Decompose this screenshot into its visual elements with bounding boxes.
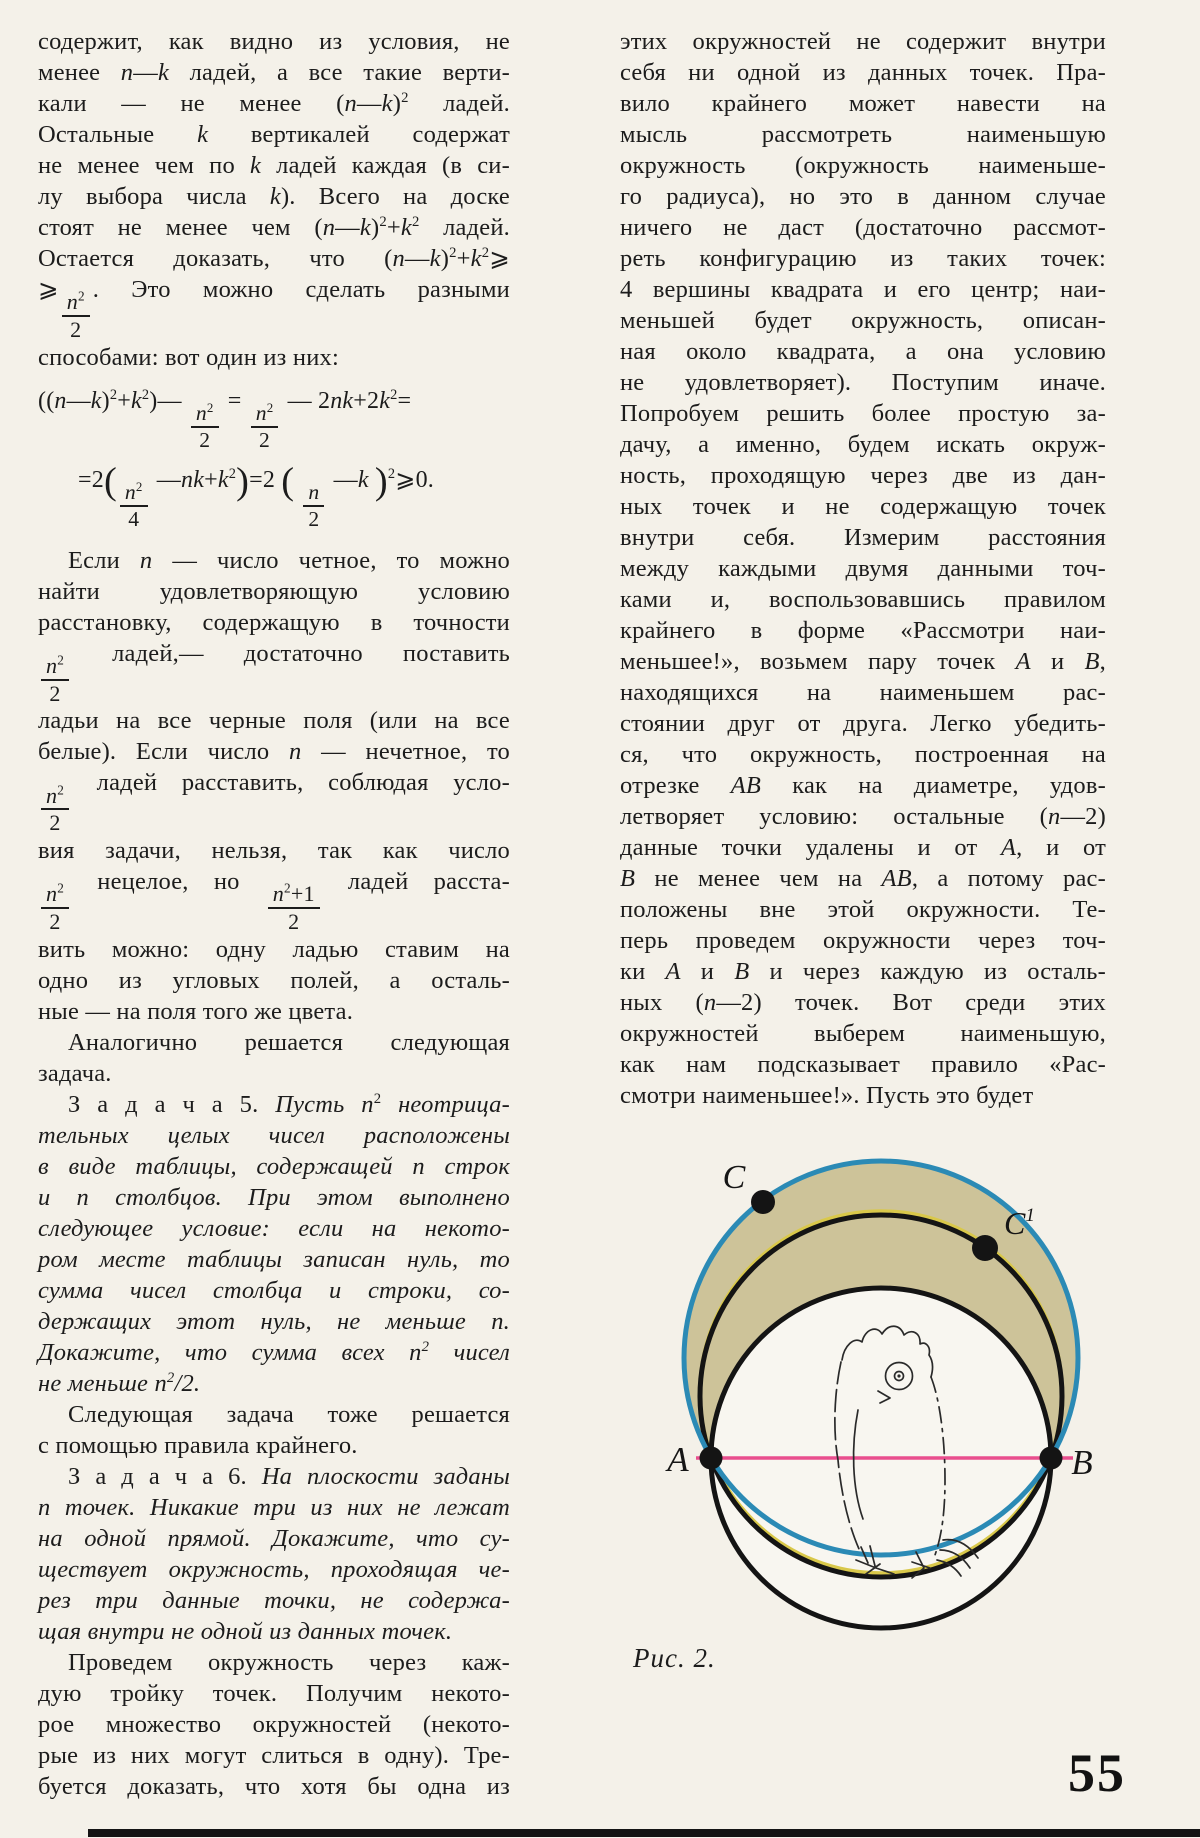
text-line: находящихся на наименьшем рас-: [620, 679, 1106, 706]
text-line: ных точек и не содержащую точек: [620, 493, 1106, 520]
text-line: вия задачи, нельзя, так как число: [38, 837, 510, 865]
text-line: смотри наименьшее!». Пусть это будет: [620, 1082, 1034, 1109]
text-line: держащих этот нуль, не меньше n.: [38, 1307, 510, 1335]
text-line: способами: вот один из них:: [38, 343, 339, 371]
text-line: B не менее чем на AB, а потому рас-: [620, 865, 1106, 892]
text-line: рез три данные точки, не содержа-: [38, 1586, 510, 1614]
text-line: ладьи на все черные поля (или на все: [38, 707, 510, 735]
text-line: крайнего в форме «Рассмотри наи-: [620, 617, 1106, 644]
text-line: $\frac{n^2}{2}$ нецелое, но $\frac{n^2+1}{2}$ ладей расста-: [38, 866, 510, 934]
text-line: ⩾ $\frac{n^2}{2}$ . Это можно сделать разными: [38, 276, 510, 342]
text-line: З а д а ч а 5. Пусть $n^2$ неотрица-: [68, 1090, 510, 1118]
text-line: как нам подсказывает правило «Рас-: [620, 1051, 1106, 1078]
point-a: [700, 1447, 723, 1470]
text-line: $\frac{n^2}{2}$ ладей,— достаточно поставить: [38, 638, 510, 706]
page-number: 55: [1068, 1743, 1126, 1803]
text-line: кали — не менее (n—k)$^2$ ладей.: [38, 89, 510, 117]
text-line: этих окружностей не содержит внутри: [620, 28, 1106, 55]
text-line: мысль рассмотреть наименьшую: [620, 121, 1106, 148]
text-line: ничего не даст (достаточно рассмот-: [620, 214, 1106, 241]
text-line: ные — на поля того же цвета.: [38, 997, 354, 1025]
label-b: B: [1071, 1443, 1093, 1482]
figure-2-svg: [618, 1148, 1138, 1728]
text-line: Попробуем решить более простую за-: [620, 400, 1106, 427]
text-line: ся, что окружность, построенная на: [620, 741, 1106, 768]
text-line: данные точки удалены и от A, и от: [620, 834, 1106, 861]
text-line: Если n — число четное, то можно: [68, 546, 510, 574]
label-c-prime: $C^1$: [1004, 1205, 1035, 1241]
text-line: дачу, а именно, будем искать окруж-: [620, 431, 1106, 458]
figure-caption: Рис. 2.: [633, 1643, 716, 1673]
text-line: го радиуса), но это в данном случае: [620, 183, 1106, 210]
text-line: меньшей будет окружность, описан-: [620, 307, 1106, 334]
text-line: рые из них могут слиться в одну). Тре-: [38, 1741, 510, 1769]
text-line: менее n—k ладей, а все такие верти-: [38, 59, 510, 86]
point-c: [751, 1190, 775, 1214]
text-line: ность, проходящую через две из дан-: [620, 462, 1106, 489]
text-line: щая внутри не одной из данных точек.: [38, 1617, 453, 1645]
text-line: тельных целых чисел расположены: [38, 1121, 510, 1149]
text-line: вило крайнего может навести на: [620, 90, 1106, 117]
text-line: Остальные k вертикалей содержат: [38, 121, 510, 148]
display-equation: $((n—k)^2+k^2)—$ $\frac{n^2}{2}$ = $\frac{n^2}{2}$ — $2nk+2k^2=$: [38, 386, 412, 452]
text-line: ром месте таблицы записан нуль, то: [38, 1245, 510, 1273]
text-line: ки A и B и через каждую из осталь-: [620, 958, 1106, 985]
display-equation: =2( $\frac{n^2}{4}$ $—nk+k^2)=2$ ( $\frac{n}{2}$ —k )$^2$⩾0.: [78, 460, 434, 532]
text-line: между каждыми двумя данными точ-: [620, 555, 1106, 582]
text-line: меньшее!», возьмем пару точек A и B,: [620, 648, 1106, 675]
text-line: n точек. Никакие три из них не лежат: [38, 1493, 510, 1521]
text-line: Аналогично решается следующая: [68, 1028, 510, 1056]
text-line: с помощью правила крайнего.: [38, 1431, 358, 1459]
text-line: одно из угловых полей, а осталь-: [38, 966, 510, 994]
point-c-prime: [972, 1235, 998, 1261]
text-line: окружностей выберем наименьшую,: [620, 1020, 1106, 1047]
text-line: ных (n—2) точек. Вот среди этих: [620, 989, 1106, 1016]
text-line: стоят не менее чем $(n—k)^2+k^2$ ладей.: [38, 213, 510, 241]
text-line: буется доказать, что хотя бы одна из: [38, 1772, 510, 1800]
text-line: ная около квадрата, а она условию: [620, 338, 1106, 365]
text-line: вить можно: одну ладью ставим на: [38, 935, 510, 963]
text-line: не менее чем по k ладей каждая (в си-: [38, 152, 510, 179]
text-line: и n столбцов. При этом выполнено: [38, 1183, 510, 1211]
text-line: 4 вершины квадрата и его центр; наи-: [620, 276, 1106, 303]
text-line: Следующая задача тоже решается: [68, 1400, 510, 1428]
text-line: лу выбора числа k). Всего на доске: [38, 183, 510, 210]
text-line: белые). Если число n — нечетное, то: [38, 738, 510, 766]
text-line: на одной прямой. Докажите, что су-: [38, 1524, 510, 1552]
figure-2: [618, 1148, 1138, 1728]
text-line: ществует окружность, проходящая че-: [38, 1555, 510, 1583]
text-line: дую тройку точек. Получим некото-: [38, 1679, 510, 1707]
text-line: реть конфигурацию из таких точек:: [620, 245, 1106, 272]
text-line: перь проведем окружности через точ-: [620, 927, 1106, 954]
text-line: в виде таблицы, содержащей n строк: [38, 1152, 510, 1180]
text-line: следующее условие: если на некото-: [38, 1214, 510, 1242]
text-line: стоянии друг от друга. Легко убедить-: [620, 710, 1106, 737]
text-line: Остается доказать, что $(n—k)^2+k^2⩾$: [38, 244, 510, 272]
text-line: себя ни одной из данных точек. Пра-: [620, 59, 1106, 86]
text-line: З а д а ч а 6. На плоскости заданы: [68, 1462, 510, 1490]
label-a: A: [667, 1440, 689, 1479]
text-line: найти удовлетворяющую условию: [38, 577, 510, 605]
point-b: [1040, 1447, 1063, 1470]
text-line: задача.: [38, 1059, 112, 1087]
label-c: C: [722, 1159, 746, 1196]
text-line: летворяет условию: остальные (n—2): [620, 803, 1106, 830]
text-column-right: [620, 26, 1106, 1111]
text-line: сумма чисел столбца и строки, со-: [38, 1276, 510, 1304]
text-line: содержит, как видно из условия, не: [38, 28, 510, 55]
text-column-left: [38, 26, 510, 1802]
text-line: ками и, воспользовавшись правилом: [620, 586, 1106, 613]
page-bottom-edge: [88, 1829, 1200, 1837]
text-line: положены вне этой окружности. Те-: [620, 896, 1106, 923]
text-line: не меньше $n^2/2$.: [38, 1369, 201, 1397]
text-line: не удовлетворяет). Поступим иначе.: [620, 369, 1106, 396]
text-line: $\frac{n^2}{2}$ ладей расставить, соблюдая усло-: [38, 767, 510, 835]
text-line: Проведем окружность через каж-: [68, 1648, 510, 1676]
text-line: расстановку, содержащую в точности: [38, 608, 510, 636]
text-line: рое множество окружностей (некото-: [38, 1710, 510, 1738]
text-line: внутри себя. Измерим расстояния: [620, 524, 1106, 551]
text-line: отрезке AB как на диаметре, удов-: [620, 772, 1106, 799]
text-line: окружность (окружность наименьше-: [620, 152, 1106, 179]
text-line: Докажите, что сумма всех $n^2$ чисел: [38, 1338, 511, 1366]
